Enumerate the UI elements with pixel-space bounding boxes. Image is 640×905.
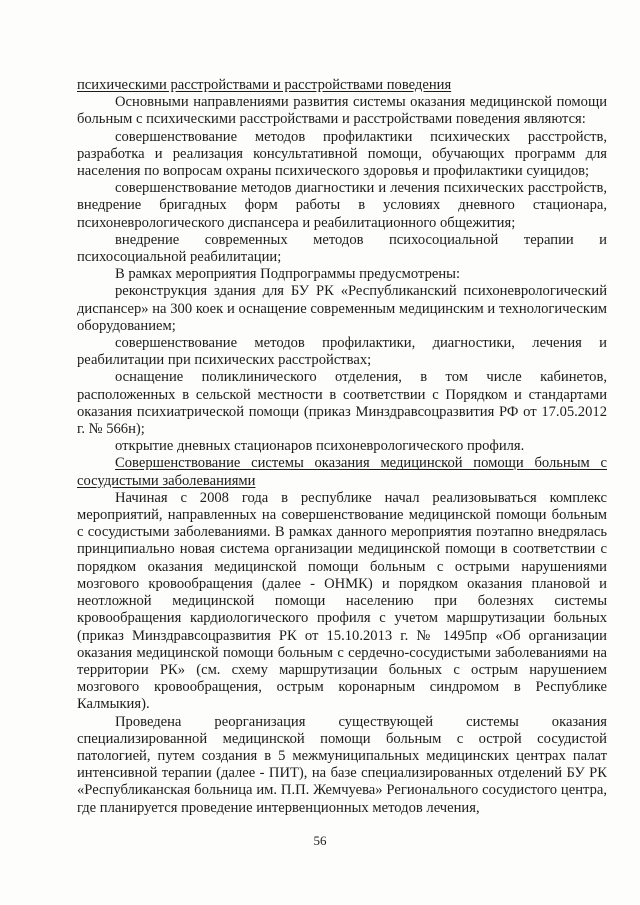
page-number: 56 <box>313 833 327 848</box>
heading-continuation: психическими расстройствами и расстройствами поведения <box>77 77 452 93</box>
section-heading: Совершенствование системы оказания медицинской помощи больным с сосудистыми заболеваниями <box>77 455 607 489</box>
paragraph: Основными направлениями развития системы оказания медицинской помощи больным с психическими расстройствами и расстройствами поведения являются: <box>77 94 607 128</box>
list-item: внедрение современных методов психосоциальной терапии и психосоциальной реабилитации; <box>77 231 607 266</box>
paragraph: Начиная с 2008 года в республике начал реализовываться комплекс мероприятий, направленных на совершенствование медицинской помощи больным с сосудистыми заболеваниями. В рамках данного мероприятия поэтапно внедрялась принципиально новая система организации медицинской помощи в соответствии с порядком оказания медицинской помощи больным с острыми нарушениями мозгового кровообращения (далее - ОНМК) и порядком оказания плановой и неотложной медицинской помощи населению при болезнях системы кровообращения кардиологического профиля с учетом маршрутизации больных (приказ Минздравсоцразвития РК от 15.10.2013 г. № 1495пр «Об организации оказания медицинской помощи больным с сердечно-сосудистыми заболеваниями на территории РК» (см. схему маршрутизации больных с острым нарушением мозгового кровообращения, острым коронарным синдромом в Республике Калмыкия). <box>77 489 607 713</box>
list-item: совершенствование методов профилактики, диагностики, лечения и реабилитации при психических расстройствах; <box>77 335 607 369</box>
paragraph: Проведена реорганизация существующей системы оказания специализированной медицинской помощи больным с острой сосудистой патологией, путем создания в 5 межмуниципальных медицинских центрах палат интенсивной терапии (далее - ПИТ), на базе специализированных отделений БУ РК «Республиканская больница им. П.П. Жемчуева» Регионального сосудистого центра, где планируется проведение интервенционных методов лечения, <box>77 713 607 816</box>
document-body <box>77 77 607 817</box>
list-item: оснащение поликлинического отделения, в том числе кабинетов, расположенных в сельской местности в соответствии с Порядком и стандартами оказания психиатрической помощи (приказ Минздравсоцразвития РФ от 17.05.2012 г. № 566н); <box>77 369 607 438</box>
list-item: реконструкция здания для БУ РК «Республиканский психоневрологический диспансер» на 300 коек и оснащение современным медицинским и технологическим оборудованием; <box>77 283 607 334</box>
list-item: открытие дневных стационаров психоневрологического профиля. <box>115 438 525 455</box>
list-item: совершенствование методов профилактики психических расстройств, разработка и реализация консультативной помощи, обучающих программ для населения по вопросам охраны психического здоровья и профилактики суицидов; <box>77 128 607 180</box>
paragraph: В рамках мероприятия Подпрограммы предусмотрены: <box>115 266 461 283</box>
list-item: совершенствование методов диагностики и лечения психических расстройств, внедрение бригадных форм работы в условиях дневного стационара, психоневрологического диспансера и реабилитационного общежития; <box>77 180 607 231</box>
